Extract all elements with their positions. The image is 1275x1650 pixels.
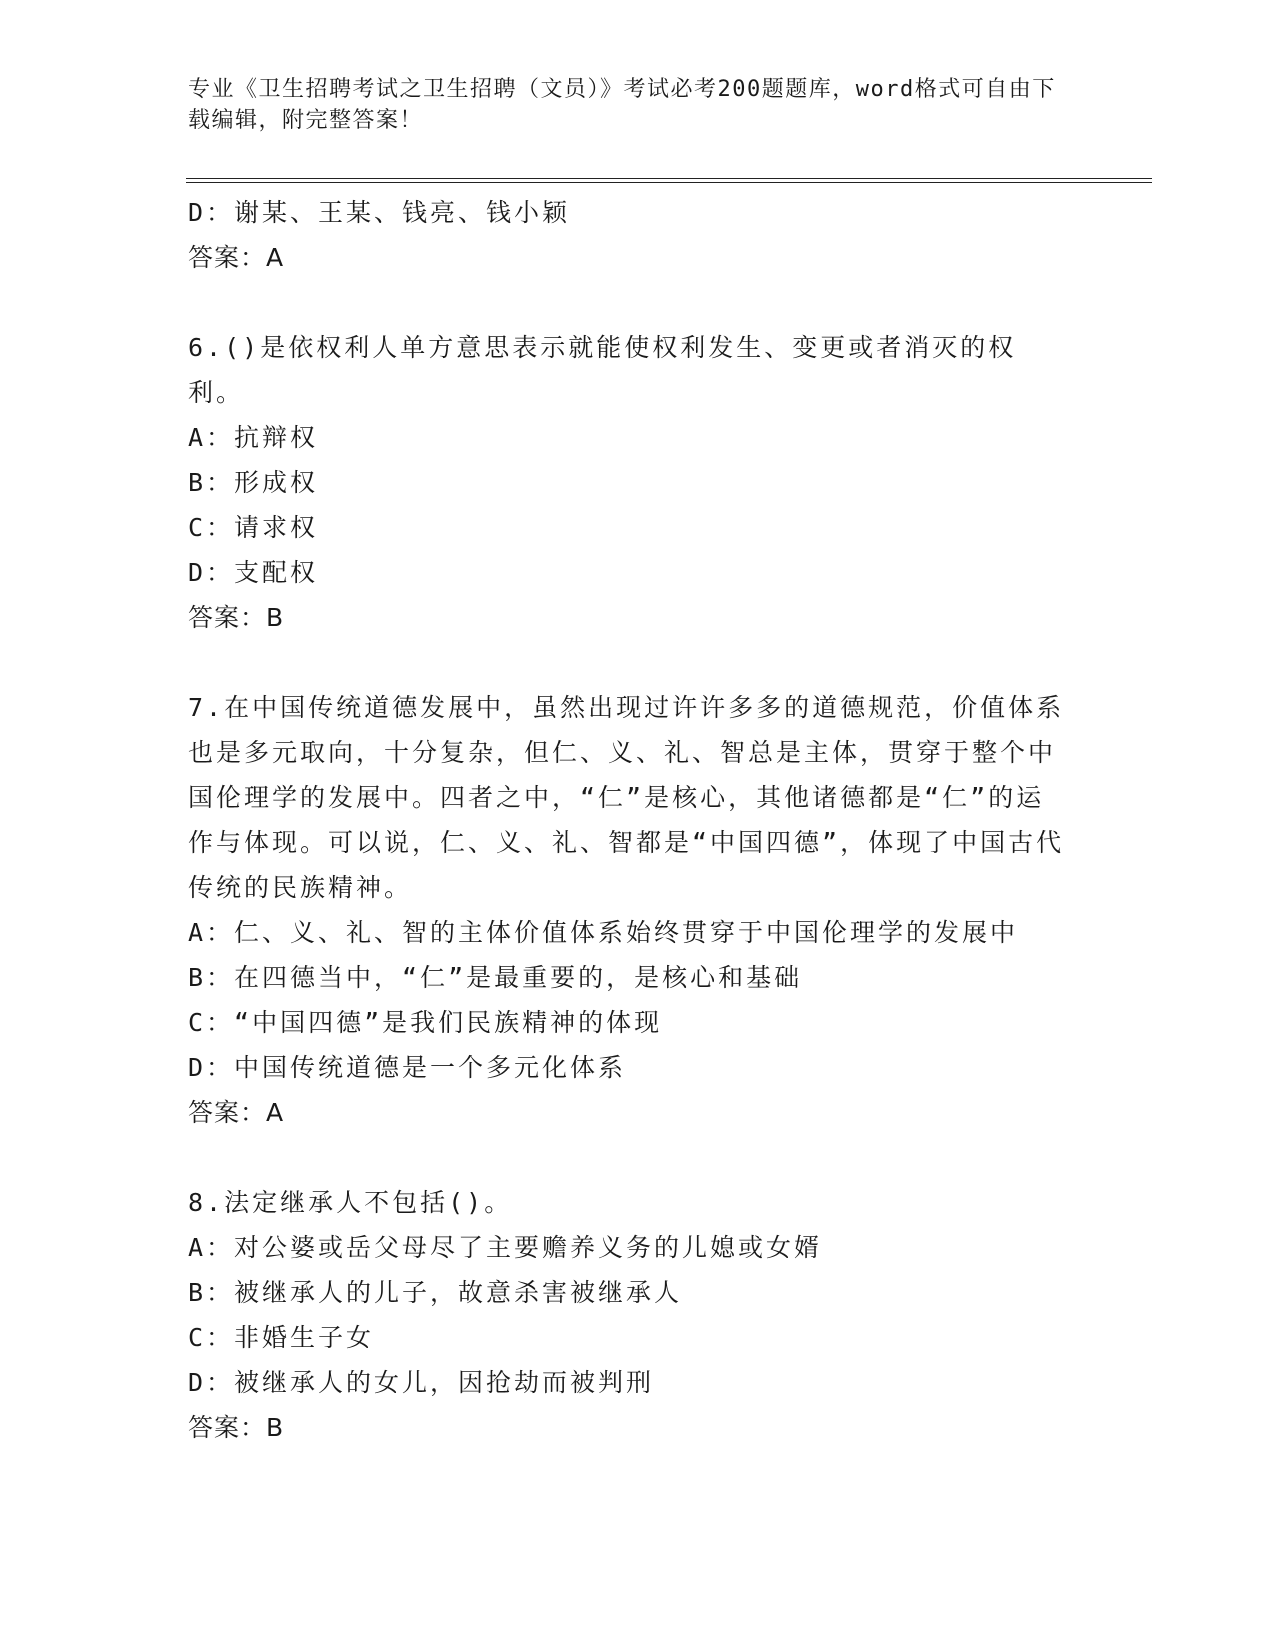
question-stem: 6.()是依权利人单方意思表示就能使权利发生、变更或者消灭的权利。 [188,333,1017,407]
option-d: D：中国传统道德是一个多元化体系 [188,1053,627,1082]
option-b: B：形成权 [188,468,319,497]
page-header [188,74,1068,136]
spacer [188,1135,1068,1180]
header-text: 专业《卫生招聘考试之卫生招聘（文员）》考试必考200题题库，word格式可自由下载编辑，附完整答案！ [188,77,1056,133]
option-b: B：在四德当中，“仁”是最重要的，是核心和基础 [188,963,803,992]
option-a: A：抗辩权 [188,423,319,452]
question-7 [188,685,1068,1135]
option-b: B：被继承人的儿子，故意杀害被继承人 [188,1278,683,1307]
question-stem: 7.在中国传统道德发展中，虽然出现过许许多多的道德规范，价值体系也是多元取向，十分复杂，但仁、义、礼、智总是主体，贯穿于整个中国伦理学的发展中。四者之中，“仁”是核心，其他诸德都是“仁”的运作与体现。可以说，仁、义、礼、智都是“中国四德”，体现了中国古代传统的民族精神。 [188,693,1065,902]
option-a: A：仁、义、礼、智的主体价值体系始终贯穿于中国伦理学的发展中 [188,918,1019,947]
document-body [188,190,1068,1450]
option-c: C：“中国四德”是我们民族精神的体现 [188,1008,663,1037]
answer-line: 答案：A [188,243,285,272]
spacer [188,280,1068,325]
question-8 [188,1180,1068,1450]
answer-line: 答案：A [188,1098,285,1127]
option-a: A：对公婆或岳父母尽了主要赡养义务的儿媳或女婿 [188,1233,823,1262]
answer-line: 答案：B [188,603,285,632]
option-d: D：支配权 [188,558,319,587]
spacer [188,640,1068,685]
header-rule-top [186,178,1152,179]
answer-line: 答案：B [188,1413,285,1442]
header-rule-bottom [186,182,1152,183]
option-c: C：请求权 [188,513,319,542]
option-d: D：被继承人的女儿，因抢劫而被判刑 [188,1368,655,1397]
option-d: D：谢某、王某、钱亮、钱小颖 [188,198,571,227]
question-stem: 8.法定继承人不包括()。 [188,1188,513,1217]
question-6 [188,325,1068,640]
option-c: C：非婚生子女 [188,1323,375,1352]
